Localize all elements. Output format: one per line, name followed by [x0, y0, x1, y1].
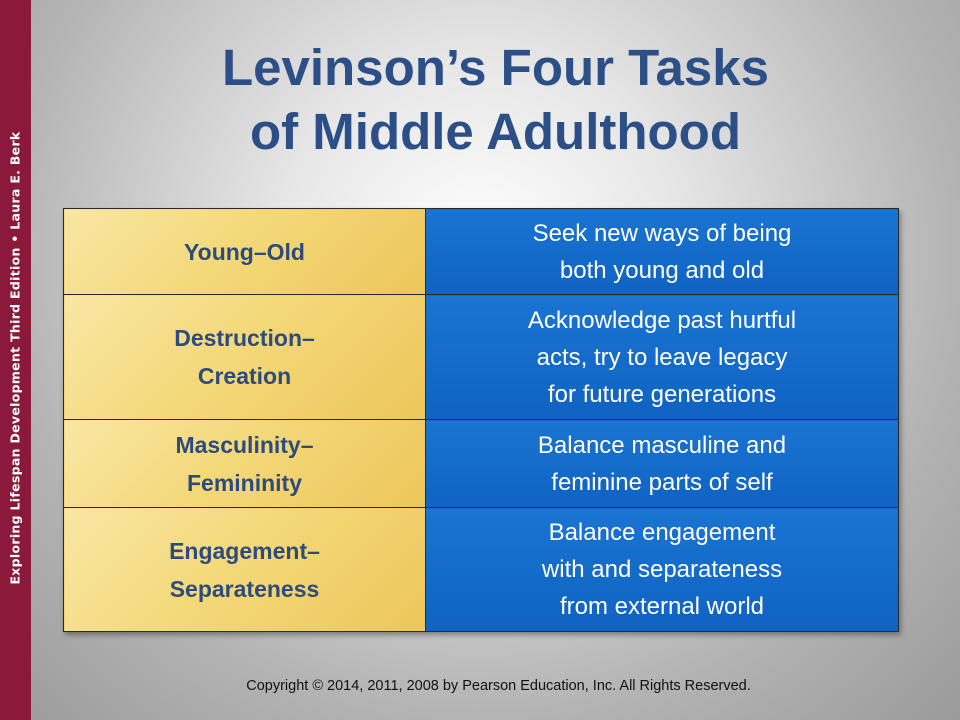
- table-row: [64, 420, 899, 508]
- task-description-line: with and separateness: [541, 556, 783, 583]
- task-description-line: feminine parts of self: [551, 468, 773, 496]
- task-name: Separateness: [169, 575, 320, 602]
- title-line-2: of Middle Adulthood: [250, 103, 741, 160]
- tasks-table: [63, 208, 899, 632]
- table-row: [64, 295, 899, 420]
- task-name: Femininity: [186, 469, 302, 496]
- task-description-cell: [426, 209, 899, 295]
- slide-title: [31, 36, 960, 164]
- task-description-line: Balance engagement: [548, 519, 776, 546]
- task-description-line: for future generations: [547, 380, 777, 408]
- copyright-notice: Copyright © 2014, 2011, 2008 by Pearson Education, Inc. All Rights Reserved.: [246, 678, 751, 694]
- task-description-line: both young and old: [559, 256, 765, 284]
- task-name: Destruction–: [174, 325, 315, 351]
- table-row: [64, 209, 899, 295]
- task-name-cell: [64, 209, 426, 295]
- title-line-1: Levinson’s Four Tasks: [222, 39, 769, 96]
- task-description-cell: [426, 420, 899, 508]
- task-description-cell: [426, 508, 899, 632]
- task-name-cell: [64, 420, 426, 508]
- task-name-cell: [64, 295, 426, 420]
- task-name: Young–Old: [184, 238, 305, 265]
- task-description-line: Seek new ways of being: [532, 219, 792, 247]
- task-description-line: from external world: [559, 593, 765, 620]
- task-description-line: Acknowledge past hurtful: [527, 306, 797, 334]
- task-description-line: acts, try to leave legacy: [536, 343, 788, 371]
- book-title-vertical: Exploring Lifespan Development Third Edition • Laura E. Berk: [7, 131, 23, 585]
- task-description-line: Balance masculine and: [537, 431, 787, 459]
- table-row: [64, 508, 899, 632]
- task-description-cell: [426, 295, 899, 420]
- side-bar: [0, 0, 31, 720]
- task-name-cell: [64, 508, 426, 632]
- task-name: Creation: [197, 363, 292, 389]
- task-name: Masculinity–: [175, 431, 314, 458]
- task-name: Engagement–: [169, 537, 320, 564]
